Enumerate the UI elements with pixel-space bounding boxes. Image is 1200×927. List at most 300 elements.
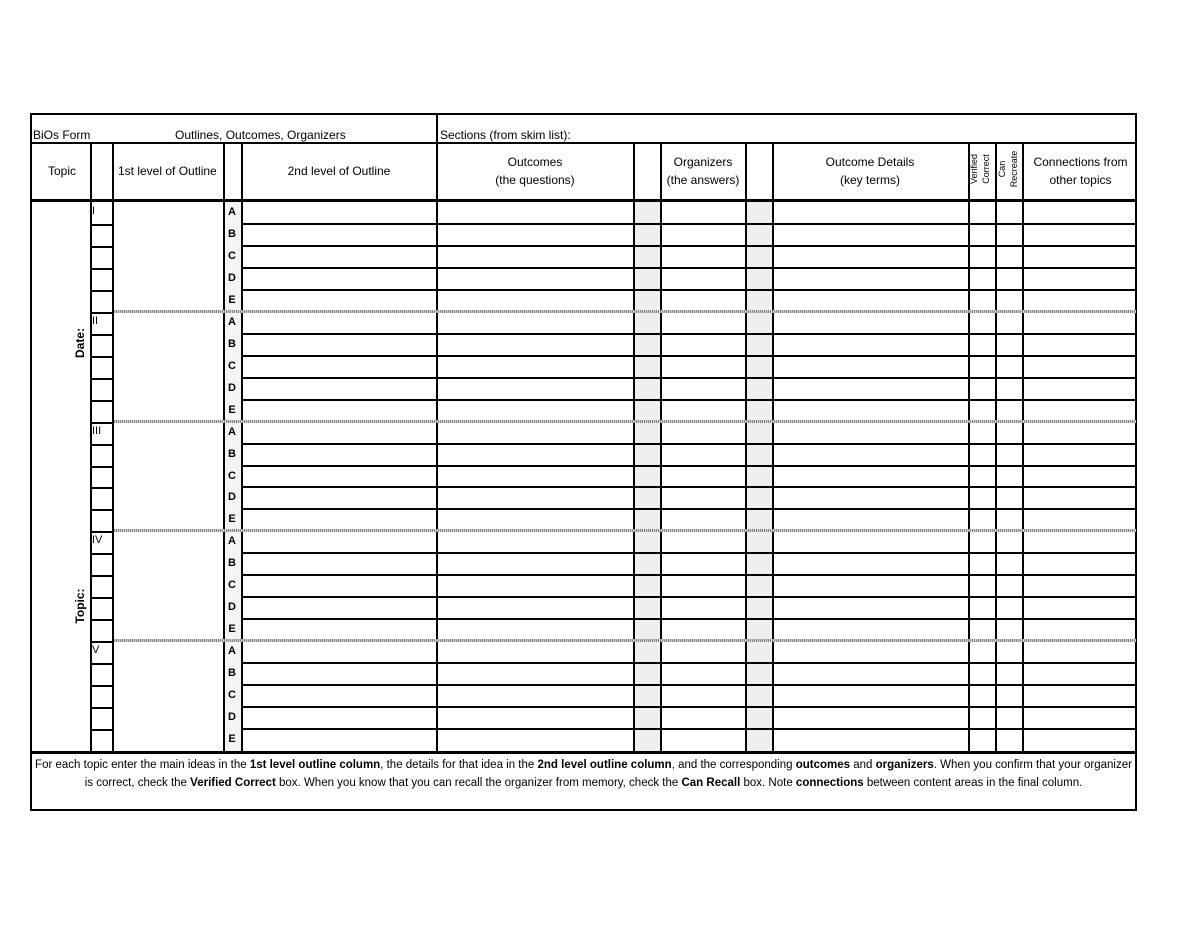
outcome-detail-entry[interactable] (774, 336, 967, 355)
recall-checkbox[interactable] (997, 577, 1021, 596)
outline-numeral: II (92, 314, 99, 327)
outcome-detail-entry[interactable] (774, 533, 967, 552)
connections-entry[interactable] (1024, 489, 1136, 508)
outline-letter: C (228, 469, 236, 482)
recall-checkbox[interactable] (997, 709, 1021, 728)
outcome-entry[interactable] (438, 687, 632, 706)
column-connections (1024, 154, 1137, 188)
row-line (90, 509, 114, 511)
verified-checkbox[interactable] (970, 665, 994, 684)
recall-checkbox[interactable] (997, 687, 1021, 706)
outline-letter: D (228, 271, 236, 284)
row-line (90, 663, 114, 665)
outcome-detail-entry[interactable] (774, 204, 967, 223)
organizer-entry[interactable] (662, 336, 744, 355)
verified-checkbox[interactable] (970, 226, 994, 245)
row-line (241, 289, 1137, 291)
outcome-entry[interactable] (438, 511, 632, 530)
verified-checkbox[interactable] (970, 336, 994, 355)
row-line (90, 312, 114, 314)
outline-entry[interactable] (243, 709, 435, 728)
outline-entry[interactable] (243, 204, 435, 223)
outline-letter: A (228, 535, 236, 548)
outline-letter: C (228, 249, 236, 262)
verified-checkbox[interactable] (970, 643, 994, 662)
outline-entry[interactable] (243, 621, 435, 640)
connections-entry[interactable] (1024, 599, 1136, 618)
outcome-entry[interactable] (438, 665, 632, 684)
outcome-detail-entry[interactable] (774, 270, 967, 289)
verified-checkbox[interactable] (970, 292, 994, 311)
outcome-detail-entry[interactable] (774, 380, 967, 399)
connections-entry[interactable] (1024, 292, 1136, 311)
header-column-divider (436, 142, 438, 200)
header-column-divider (633, 142, 635, 200)
recall-checkbox[interactable] (997, 599, 1021, 618)
outcome-detail-entry[interactable] (774, 709, 967, 728)
organizer-entry[interactable] (662, 599, 744, 618)
header-column-divider (660, 142, 662, 200)
row-line (241, 596, 1137, 598)
column-divider (223, 202, 225, 751)
outcome-detail-entry[interactable] (774, 489, 967, 508)
row-line (90, 531, 114, 533)
verified-checkbox[interactable] (970, 489, 994, 508)
organizer-entry[interactable] (662, 555, 744, 574)
row-line (90, 356, 114, 358)
row-line (90, 575, 114, 577)
recall-checkbox[interactable] (997, 555, 1021, 574)
connections-entry[interactable] (1024, 643, 1136, 662)
outline-entry[interactable] (243, 292, 435, 311)
row-line (241, 443, 1137, 445)
recall-checkbox[interactable] (997, 643, 1021, 662)
outline-letter: E (228, 403, 236, 416)
row-line (90, 422, 114, 424)
outcomes-line2: (the questions) (495, 173, 575, 187)
first-level-entry[interactable] (114, 424, 222, 530)
row-line (241, 223, 1137, 225)
date-label: Date: (73, 328, 87, 359)
row-line (90, 268, 114, 270)
outcome-detail-entry[interactable] (774, 468, 967, 487)
outline-letter: C (228, 579, 236, 592)
verified-checkbox[interactable] (970, 446, 994, 465)
organizer-entry[interactable] (662, 226, 744, 245)
row-line (241, 706, 1137, 708)
organizer-entry[interactable] (662, 687, 744, 706)
outline-letter: B (228, 447, 236, 460)
outline-letter: E (228, 623, 236, 636)
outcome-detail-entry[interactable] (774, 731, 967, 750)
outcome-detail-entry[interactable] (774, 358, 967, 377)
outline-letter: B (228, 227, 236, 240)
outline-letter: A (228, 645, 236, 658)
row-line (90, 729, 114, 731)
outcome-detail-entry[interactable] (774, 314, 967, 333)
verified-checkbox[interactable] (970, 204, 994, 223)
organizer-entry[interactable] (662, 731, 744, 750)
recall-checkbox[interactable] (997, 446, 1021, 465)
recall-checkbox[interactable] (997, 731, 1021, 750)
recall-checkbox[interactable] (997, 621, 1021, 640)
organizer-entry[interactable] (662, 380, 744, 399)
outcome-detail-entry[interactable] (774, 621, 967, 640)
outcome-detail-entry[interactable] (774, 643, 967, 662)
connections-line2: other topics (1049, 173, 1112, 187)
row-line (241, 618, 1137, 620)
outcome-entry[interactable] (438, 226, 632, 245)
outcome-entry[interactable] (438, 709, 632, 728)
organizer-entry[interactable] (662, 511, 744, 530)
outline-entry[interactable] (243, 511, 435, 530)
connections-entry[interactable] (1024, 446, 1136, 465)
recall-checkbox[interactable] (997, 511, 1021, 530)
row-line (241, 662, 1137, 664)
connections-entry[interactable] (1024, 687, 1136, 706)
outline-entry[interactable] (243, 489, 435, 508)
header-column-divider (223, 142, 225, 200)
recall-checkbox[interactable] (997, 226, 1021, 245)
recall-checkbox[interactable] (997, 292, 1021, 311)
connections-entry[interactable] (1024, 424, 1136, 443)
instructions-bold: connections (795, 777, 864, 789)
row-line (90, 334, 114, 336)
row-line (90, 619, 114, 621)
connections-entry[interactable] (1024, 665, 1136, 684)
row-line (241, 377, 1137, 379)
outline-entry[interactable] (243, 402, 435, 421)
column-second-level: 2nd level of Outline (287, 164, 391, 178)
connections-entry[interactable] (1024, 270, 1136, 289)
row-line (90, 707, 114, 709)
connections-line1: Connections from (1033, 155, 1128, 169)
row-line (90, 553, 114, 555)
outcome-entry[interactable] (438, 292, 632, 311)
outline-entry[interactable] (243, 336, 435, 355)
outcome-entry[interactable] (438, 358, 632, 377)
outcome-detail-entry[interactable] (774, 226, 967, 245)
outline-entry[interactable] (243, 665, 435, 684)
column-divider (90, 202, 92, 751)
instructions-text: box. Note (740, 777, 796, 789)
bios-form (30, 113, 1137, 811)
row-line (90, 444, 114, 446)
outcome-entry[interactable] (438, 270, 632, 289)
outline-entry[interactable] (243, 314, 435, 333)
outcome-entry[interactable] (438, 314, 632, 333)
outline-letter: D (228, 601, 236, 614)
header-column-divider (995, 142, 997, 200)
connections-entry[interactable] (1024, 204, 1136, 223)
instructions (32, 756, 1135, 792)
recall-checkbox[interactable] (997, 336, 1021, 355)
organizer-entry[interactable] (662, 621, 744, 640)
column-topic: Topic (47, 164, 76, 178)
outline-letter: E (228, 293, 236, 306)
organizer-entry[interactable] (662, 489, 744, 508)
outcome-detail-entry[interactable] (774, 292, 967, 311)
outcome-entry[interactable] (438, 424, 632, 443)
outcome-detail-entry[interactable] (774, 402, 967, 421)
instructions-text: and (850, 759, 876, 771)
outcome-entry[interactable] (438, 731, 632, 750)
outcome-entry[interactable] (438, 621, 632, 640)
header-column-divider (241, 142, 243, 200)
outline-entry[interactable] (243, 643, 435, 662)
recall-checkbox[interactable] (997, 380, 1021, 399)
organizer-entry[interactable] (662, 270, 744, 289)
outcome-entry[interactable] (438, 643, 632, 662)
group-separator (114, 310, 1136, 313)
outline-entry[interactable] (243, 577, 435, 596)
verified-checkbox[interactable] (970, 599, 994, 618)
verified-checkbox[interactable] (970, 533, 994, 552)
instructions-bold: 2nd level outline column (537, 759, 672, 771)
outcome-detail-entry[interactable] (774, 424, 967, 443)
organizer-entry[interactable] (662, 204, 744, 223)
organizer-entry[interactable] (662, 533, 744, 552)
header-column-divider (90, 142, 92, 200)
instructions-text: between content areas in the final column. (863, 777, 1083, 789)
instructions-text: , the details for that idea in the (380, 759, 538, 771)
recall-checkbox[interactable] (997, 489, 1021, 508)
outline-entry[interactable] (243, 468, 435, 487)
connections-entry[interactable] (1024, 709, 1136, 728)
organizer-entry[interactable] (662, 402, 744, 421)
form-label: BiOs Form (33, 128, 91, 142)
outline-letter: C (228, 359, 236, 372)
footer-top-line (30, 751, 1137, 754)
column-outcomes (438, 154, 632, 188)
organizer-entry[interactable] (662, 709, 744, 728)
connections-entry[interactable] (1024, 380, 1136, 399)
header-bottom-line (30, 199, 1137, 202)
row-line (241, 684, 1137, 686)
outline-entry[interactable] (243, 380, 435, 399)
verified-checkbox[interactable] (970, 248, 994, 267)
outline-entry[interactable] (243, 248, 435, 267)
connections-entry[interactable] (1024, 226, 1136, 245)
outline-numeral: I (92, 205, 96, 217)
verified-checkbox[interactable] (970, 577, 994, 596)
row-line (90, 400, 114, 402)
first-level-entry[interactable] (114, 643, 222, 749)
column-organizers (661, 154, 745, 188)
outcome-detail-entry[interactable] (774, 687, 967, 706)
verified-checkbox[interactable] (970, 709, 994, 728)
outline-numeral: III (92, 424, 102, 437)
outcome-entry[interactable] (438, 336, 632, 355)
outline-letter: D (228, 711, 236, 724)
outcome-entry[interactable] (438, 402, 632, 421)
instructions-bold: outcomes (795, 759, 851, 771)
outline-letter: B (228, 667, 236, 680)
outcome-entry[interactable] (438, 446, 632, 465)
outline-numeral: IV (92, 534, 103, 547)
header-divider (436, 113, 438, 143)
verified-checkbox[interactable] (970, 380, 994, 399)
organizer-entry[interactable] (662, 665, 744, 684)
outcomes-line1: Outcomes (507, 155, 563, 169)
column-can-recreate (996, 144, 1022, 194)
organizer-entry[interactable] (662, 314, 744, 333)
recall-checkbox[interactable] (997, 248, 1021, 267)
outline-entry[interactable] (243, 599, 435, 618)
outcome-entry[interactable] (438, 489, 632, 508)
instructions-bold: organizers (875, 759, 934, 771)
recall-checkbox[interactable] (997, 402, 1021, 421)
outcome-entry[interactable] (438, 599, 632, 618)
outline-entry[interactable] (243, 226, 435, 245)
column-divider (745, 202, 747, 751)
verified-checkbox[interactable] (970, 621, 994, 640)
outcome-detail-entry[interactable] (774, 555, 967, 574)
connections-entry[interactable] (1024, 533, 1136, 552)
row-line (241, 574, 1137, 576)
outcome-detail-entry[interactable] (774, 248, 967, 267)
verified-checkbox[interactable] (970, 358, 994, 377)
connections-entry[interactable] (1024, 402, 1136, 421)
row-line (241, 267, 1137, 269)
outline-entry[interactable] (243, 533, 435, 552)
recall-line2: Recreate (1009, 150, 1019, 188)
outcome-entry[interactable] (438, 204, 632, 223)
organizer-entry[interactable] (662, 248, 744, 267)
connections-entry[interactable] (1024, 248, 1136, 267)
verified-checkbox[interactable] (970, 402, 994, 421)
outcome-entry[interactable] (438, 380, 632, 399)
outcome-detail-entry[interactable] (774, 511, 967, 530)
header-column-divider (1022, 142, 1024, 200)
connections-entry[interactable] (1024, 577, 1136, 596)
outcome-detail-entry[interactable] (774, 599, 967, 618)
header-column-divider (112, 142, 114, 200)
organizer-entry[interactable] (662, 446, 744, 465)
instructions-bold: Verified Correct (190, 777, 276, 789)
outline-letter: A (228, 206, 236, 218)
organizer-entry[interactable] (662, 643, 744, 662)
row-line (241, 508, 1137, 510)
organizer-entry[interactable] (662, 468, 744, 487)
recall-checkbox[interactable] (997, 314, 1021, 333)
outline-entry[interactable] (243, 731, 435, 750)
recall-checkbox[interactable] (997, 358, 1021, 377)
outcome-entry[interactable] (438, 533, 632, 552)
outline-letter: C (228, 689, 236, 702)
connections-entry[interactable] (1024, 468, 1136, 487)
row-line (241, 465, 1137, 467)
outline-numeral: V (92, 644, 100, 657)
row-line (90, 487, 114, 489)
connections-entry[interactable] (1024, 731, 1136, 750)
verified-checkbox[interactable] (970, 687, 994, 706)
column-verified-correct (968, 144, 994, 194)
recall-checkbox[interactable] (997, 424, 1021, 443)
connections-entry[interactable] (1024, 621, 1136, 640)
outline-entry[interactable] (243, 424, 435, 443)
outcome-entry[interactable] (438, 577, 632, 596)
verified-checkbox[interactable] (970, 731, 994, 750)
outline-entry[interactable] (243, 555, 435, 574)
outcome-detail-entry[interactable] (774, 665, 967, 684)
first-level-entry[interactable] (114, 533, 222, 639)
connections-entry[interactable] (1024, 511, 1136, 530)
verified-checkbox[interactable] (970, 314, 994, 333)
organizer-entry[interactable] (662, 292, 744, 311)
outline-letter: E (228, 733, 236, 746)
connections-entry[interactable] (1024, 336, 1136, 355)
instructions-text: For each topic enter the main ideas in the (35, 759, 250, 771)
outcome-detail-entry[interactable] (774, 577, 967, 596)
instructions-text: box. When you know that you can recall the organizer from memory, check the (275, 777, 682, 789)
connections-entry[interactable] (1024, 555, 1136, 574)
instructions-text: . When you confirm that your organizer is correct, check the (84, 759, 1132, 789)
recall-checkbox[interactable] (997, 204, 1021, 223)
organizer-entry[interactable] (662, 577, 744, 596)
organizers-line1: Organizers (673, 155, 733, 169)
verified-checkbox[interactable] (970, 511, 994, 530)
outcome-details-line2: (key terms) (840, 173, 900, 187)
recall-checkbox[interactable] (997, 270, 1021, 289)
first-level-entry[interactable] (114, 314, 222, 420)
group-separator (114, 639, 1136, 642)
instructions-bold: Can Recall (681, 777, 741, 789)
connections-entry[interactable] (1024, 314, 1136, 333)
row-line (90, 246, 114, 248)
outline-entry[interactable] (243, 358, 435, 377)
organizer-entry[interactable] (662, 424, 744, 443)
recall-checkbox[interactable] (997, 665, 1021, 684)
verified-checkbox[interactable] (970, 424, 994, 443)
outline-entry[interactable] (243, 270, 435, 289)
recall-checkbox[interactable] (997, 468, 1021, 487)
outline-letter: D (228, 381, 236, 394)
outline-entry[interactable] (243, 446, 435, 465)
sections-label: Sections (from skim list): (440, 128, 571, 142)
row-line (241, 552, 1137, 554)
verified-checkbox[interactable] (970, 468, 994, 487)
outcome-entry[interactable] (438, 248, 632, 267)
row-line (90, 378, 114, 380)
instructions-bold: 1st level outline column (249, 759, 381, 771)
verified-checkbox[interactable] (970, 270, 994, 289)
row-line (241, 728, 1137, 730)
form-title: Outlines, Outcomes, Organizers (175, 128, 346, 142)
organizer-entry[interactable] (662, 358, 744, 377)
verified-checkbox[interactable] (970, 555, 994, 574)
outcome-detail-entry[interactable] (774, 446, 967, 465)
verified-line2: Correct (981, 154, 991, 184)
outline-letter: D (228, 491, 236, 504)
connections-entry[interactable] (1024, 358, 1136, 377)
outcome-entry[interactable] (438, 468, 632, 487)
outcome-details-line1: Outcome Details (825, 155, 915, 169)
outline-letter: A (228, 425, 236, 438)
row-line (241, 245, 1137, 247)
row-line (90, 224, 114, 226)
header-column-divider (772, 142, 774, 200)
outline-entry[interactable] (243, 687, 435, 706)
recall-checkbox[interactable] (997, 533, 1021, 552)
first-level-entry[interactable] (114, 204, 222, 310)
outline-letter: A (228, 315, 236, 328)
outcome-entry[interactable] (438, 555, 632, 574)
group-separator (114, 420, 1136, 423)
outline-letter: E (228, 513, 236, 526)
row-line (90, 685, 114, 687)
column-divider (633, 202, 635, 751)
